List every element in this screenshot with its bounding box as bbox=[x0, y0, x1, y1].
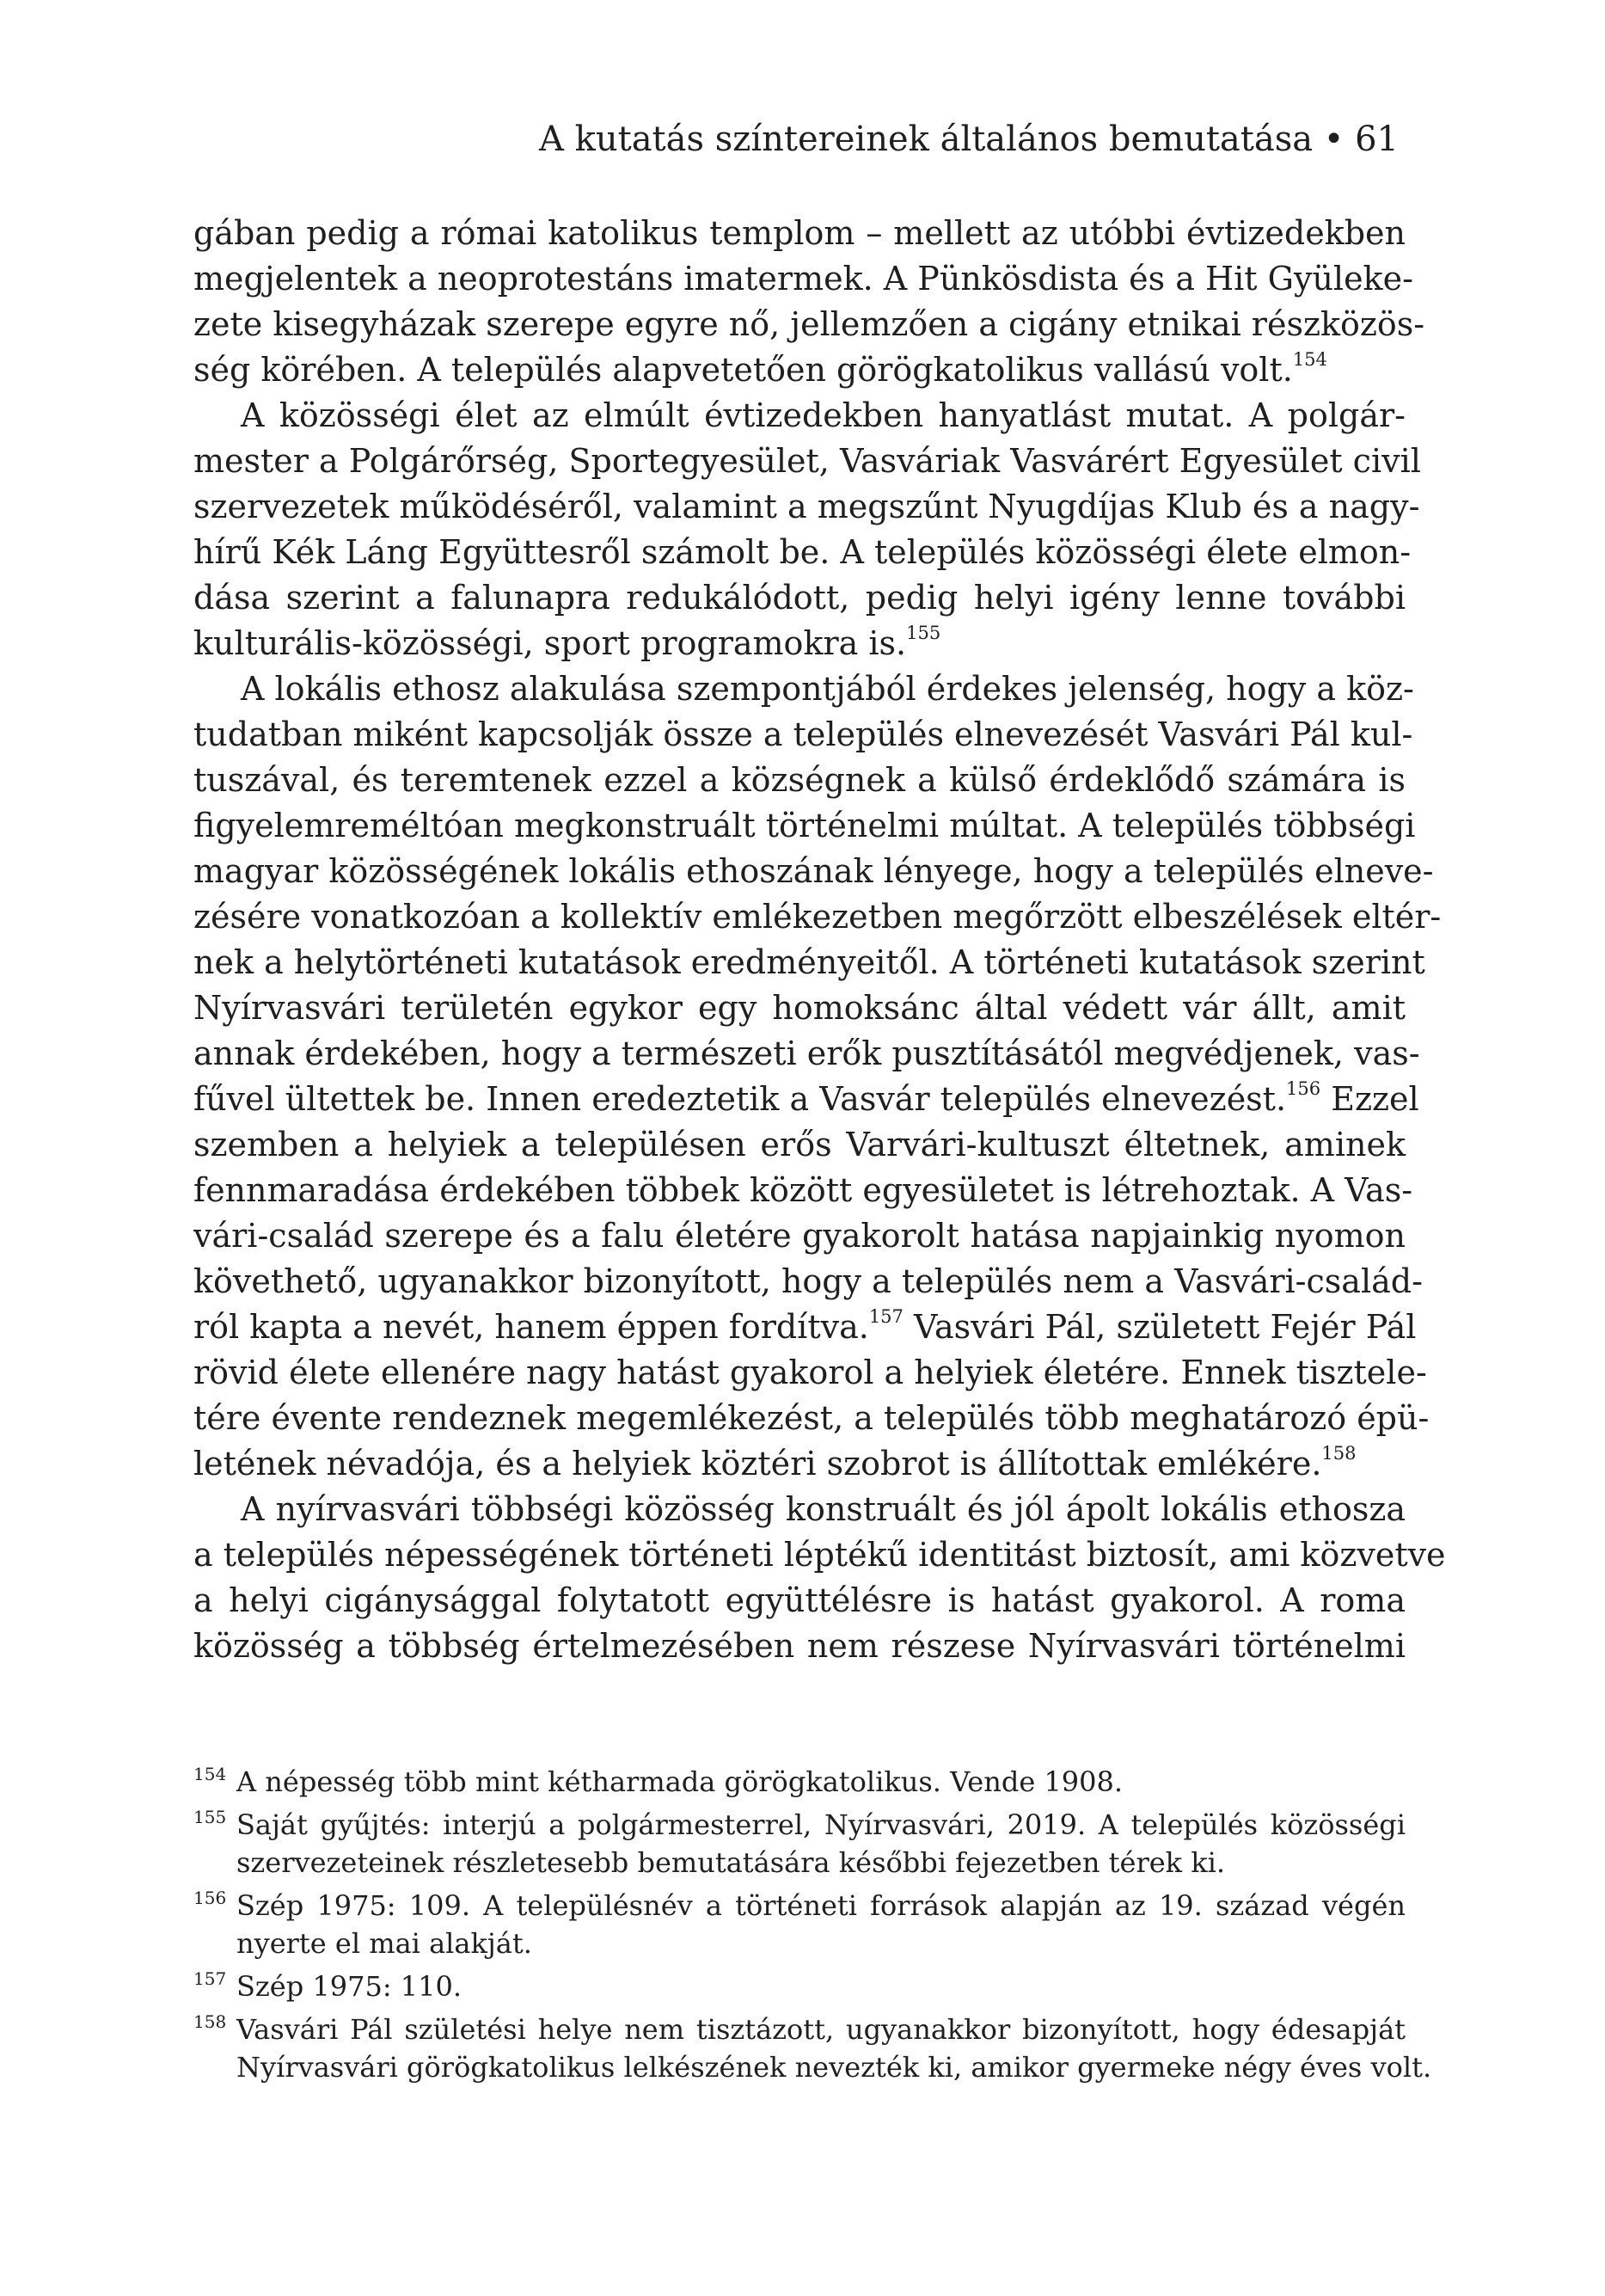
text-line: gában pedig a római katolikus templom – mellett az utóbbi évtizedekben bbox=[193, 214, 1406, 252]
text-line: dása szerint a falunapra redukálódott, pedig helyi igény lenne további bbox=[193, 579, 1406, 617]
text-line: megjelentek a neoprotestáns imatermek. A Pünkösdista és a Hit Gyüleke- bbox=[193, 260, 1413, 298]
footnote-line: Nyírvasvári görögkatolikus lelkészének nevezték ki, amikor gyermeke négy éves volt. bbox=[236, 2051, 1432, 2084]
text-line: a település népességének történeti léptékű identitást biztosít, ami közvetve bbox=[193, 1536, 1446, 1574]
text-line: vári-család szerepe és a falu életére gyakorolt hatása napjainkig nyomon bbox=[193, 1217, 1406, 1255]
text-line: annak érdekében, hogy a természeti erők pusztításától megvédjenek, vas- bbox=[193, 1034, 1420, 1072]
text-line: fennmaradása érdekében többek között egyesületet is létrehoztak. A Vas- bbox=[193, 1171, 1413, 1209]
footnote-154 bbox=[193, 1763, 1406, 1801]
footnote-number: 157 bbox=[193, 1968, 227, 1989]
text-line: ról kapta a nevét, hanem éppen fordítva.$^{157}$ Vasvári Pál, született Fejér Pál bbox=[193, 1306, 1417, 1346]
footnote-line: Szép 1975: 110. bbox=[236, 1970, 463, 2003]
footnote-number: 155 bbox=[193, 1807, 227, 1827]
footnotes bbox=[193, 1763, 1432, 2091]
footnote-158 bbox=[193, 2011, 1432, 2086]
text-line: ség körében. A település alapvetetően görögkatolikus vallású volt.$^{154}$ bbox=[193, 349, 1327, 389]
footnote-line: A népesség több mint kétharmada görögkatolikus. Vende 1908. bbox=[236, 1765, 1124, 1798]
footnote-155 bbox=[193, 1806, 1406, 1882]
text-line: zete kisegyházak szerepe egyre nő, jellemzően a cigány etnikai részközös- bbox=[193, 305, 1425, 343]
footnote-ref-157[interactable]: 157 bbox=[868, 1306, 904, 1328]
footnote-line: Saját gyűjtés: interjú a polgármesterrel, Nyírvasvári, 2019. A település közösségi bbox=[236, 1808, 1406, 1841]
paragraph-1 bbox=[193, 211, 1425, 393]
body-text bbox=[193, 211, 1446, 1669]
footnote-number: 158 bbox=[193, 2011, 227, 2032]
text-line: mester a Polgárőrség, Sportegyesület, Vasváriak Vasvárért Egyesület civil bbox=[193, 442, 1421, 480]
footnote-157 bbox=[193, 1968, 1406, 2005]
text-line: a helyi cigánysággal folytatott együttélésre is hatást gyakorol. A roma bbox=[193, 1581, 1406, 1619]
text-line: letének névadója, és a helyiek köztéri szobrot is állítottak emlékére.$^{158}$ bbox=[193, 1443, 1357, 1483]
running-head: A kutatás színtereinek általános bemutatása • 61 bbox=[539, 120, 1399, 159]
footnote-ref-154[interactable]: 154 bbox=[1292, 349, 1327, 371]
footnote-line: szervezeteinek részletesebb bemutatására későbbi fejezetben térek ki. bbox=[236, 1846, 1226, 1879]
footnote-ref-158[interactable]: 158 bbox=[1321, 1443, 1357, 1464]
text-line: zésére vonatkozóan a kollektív emlékezetben megőrzött elbeszélések eltér- bbox=[193, 898, 1442, 936]
text-line: kulturális-közösségi, sport programokra is.$^{155}$ bbox=[193, 623, 941, 662]
text-line: tudatban miként kapcsolják össze a település elnevezését Vasvári Pál kul- bbox=[193, 715, 1413, 753]
text-line: Nyírvasvári területén egykor egy homoksánc által védett vár állt, amit bbox=[193, 989, 1406, 1027]
footnote-line: nyerte el mai alakját. bbox=[236, 1927, 532, 1960]
text-line: fűvel ültettek be. Innen eredeztetik a Vasvár település elnevezést.$^{156}$ Ezzel bbox=[193, 1078, 1419, 1118]
paragraph-3 bbox=[193, 666, 1442, 1487]
text-line: tuszával, és teremtenek ezzel a községnek a külső érdeklődő számára is bbox=[193, 761, 1406, 799]
text-line: A nyírvasvári többségi közösség konstruált és jól ápolt lokális ethosza bbox=[241, 1490, 1406, 1528]
text-line: rövid élete ellenére nagy hatást gyakorol a helyiek életére. Ennek tisztele- bbox=[193, 1354, 1427, 1391]
text-line: tére évente rendeznek megemlékezést, a település több meghatározó épü- bbox=[193, 1399, 1430, 1437]
footnote-156 bbox=[193, 1887, 1406, 1962]
paragraph-2 bbox=[193, 393, 1421, 666]
paragraph-4 bbox=[193, 1487, 1446, 1669]
text-line: hírű Kék Láng Együttesről számolt be. A település közösségi élete elmon- bbox=[193, 533, 1412, 571]
footnote-line: Szép 1975: 109. A településnév a történeti források alapján az 19. század végén bbox=[236, 1889, 1406, 1922]
footnote-ref-155[interactable]: 155 bbox=[906, 623, 941, 644]
text-line: A lokális ethosz alakulása szempontjából érdekes jelenség, hogy a köz- bbox=[241, 670, 1414, 708]
text-line: szervezetek működéséről, valamint a megszűnt Nyugdíjas Klub és a nagy- bbox=[193, 488, 1420, 525]
text-line: követhető, ugyanakkor bizonyított, hogy a település nem a Vasvári-család- bbox=[193, 1262, 1423, 1300]
text-line: A közösségi élet az elmúlt évtizedekben hanyatlást mutat. A polgár- bbox=[241, 396, 1406, 434]
text-line: figyelemreméltóan megkonstruált történelmi múltat. A település többségi bbox=[193, 807, 1416, 844]
footnote-number: 154 bbox=[193, 1764, 227, 1784]
text-line: közösség a többség értelmezésében nem részese Nyírvasvári történelmi bbox=[193, 1627, 1406, 1665]
footnote-line: Vasvári Pál születési helye nem tisztázott, ugyanakkor bizonyított, hogy édesapját bbox=[236, 2013, 1406, 2046]
footnote-number: 156 bbox=[193, 1888, 227, 1908]
footnote-ref-156[interactable]: 156 bbox=[1286, 1078, 1321, 1100]
text-line: magyar közösségének lokális ethoszának lényege, hogy a település elneve- bbox=[193, 852, 1434, 890]
text-line: nek a helytörténeti kutatások eredményeitől. A történeti kutatások szerint bbox=[193, 943, 1425, 981]
text-line: szemben a helyiek a településen erős Varvári-kultuszt éltetnek, aminek bbox=[193, 1126, 1406, 1163]
